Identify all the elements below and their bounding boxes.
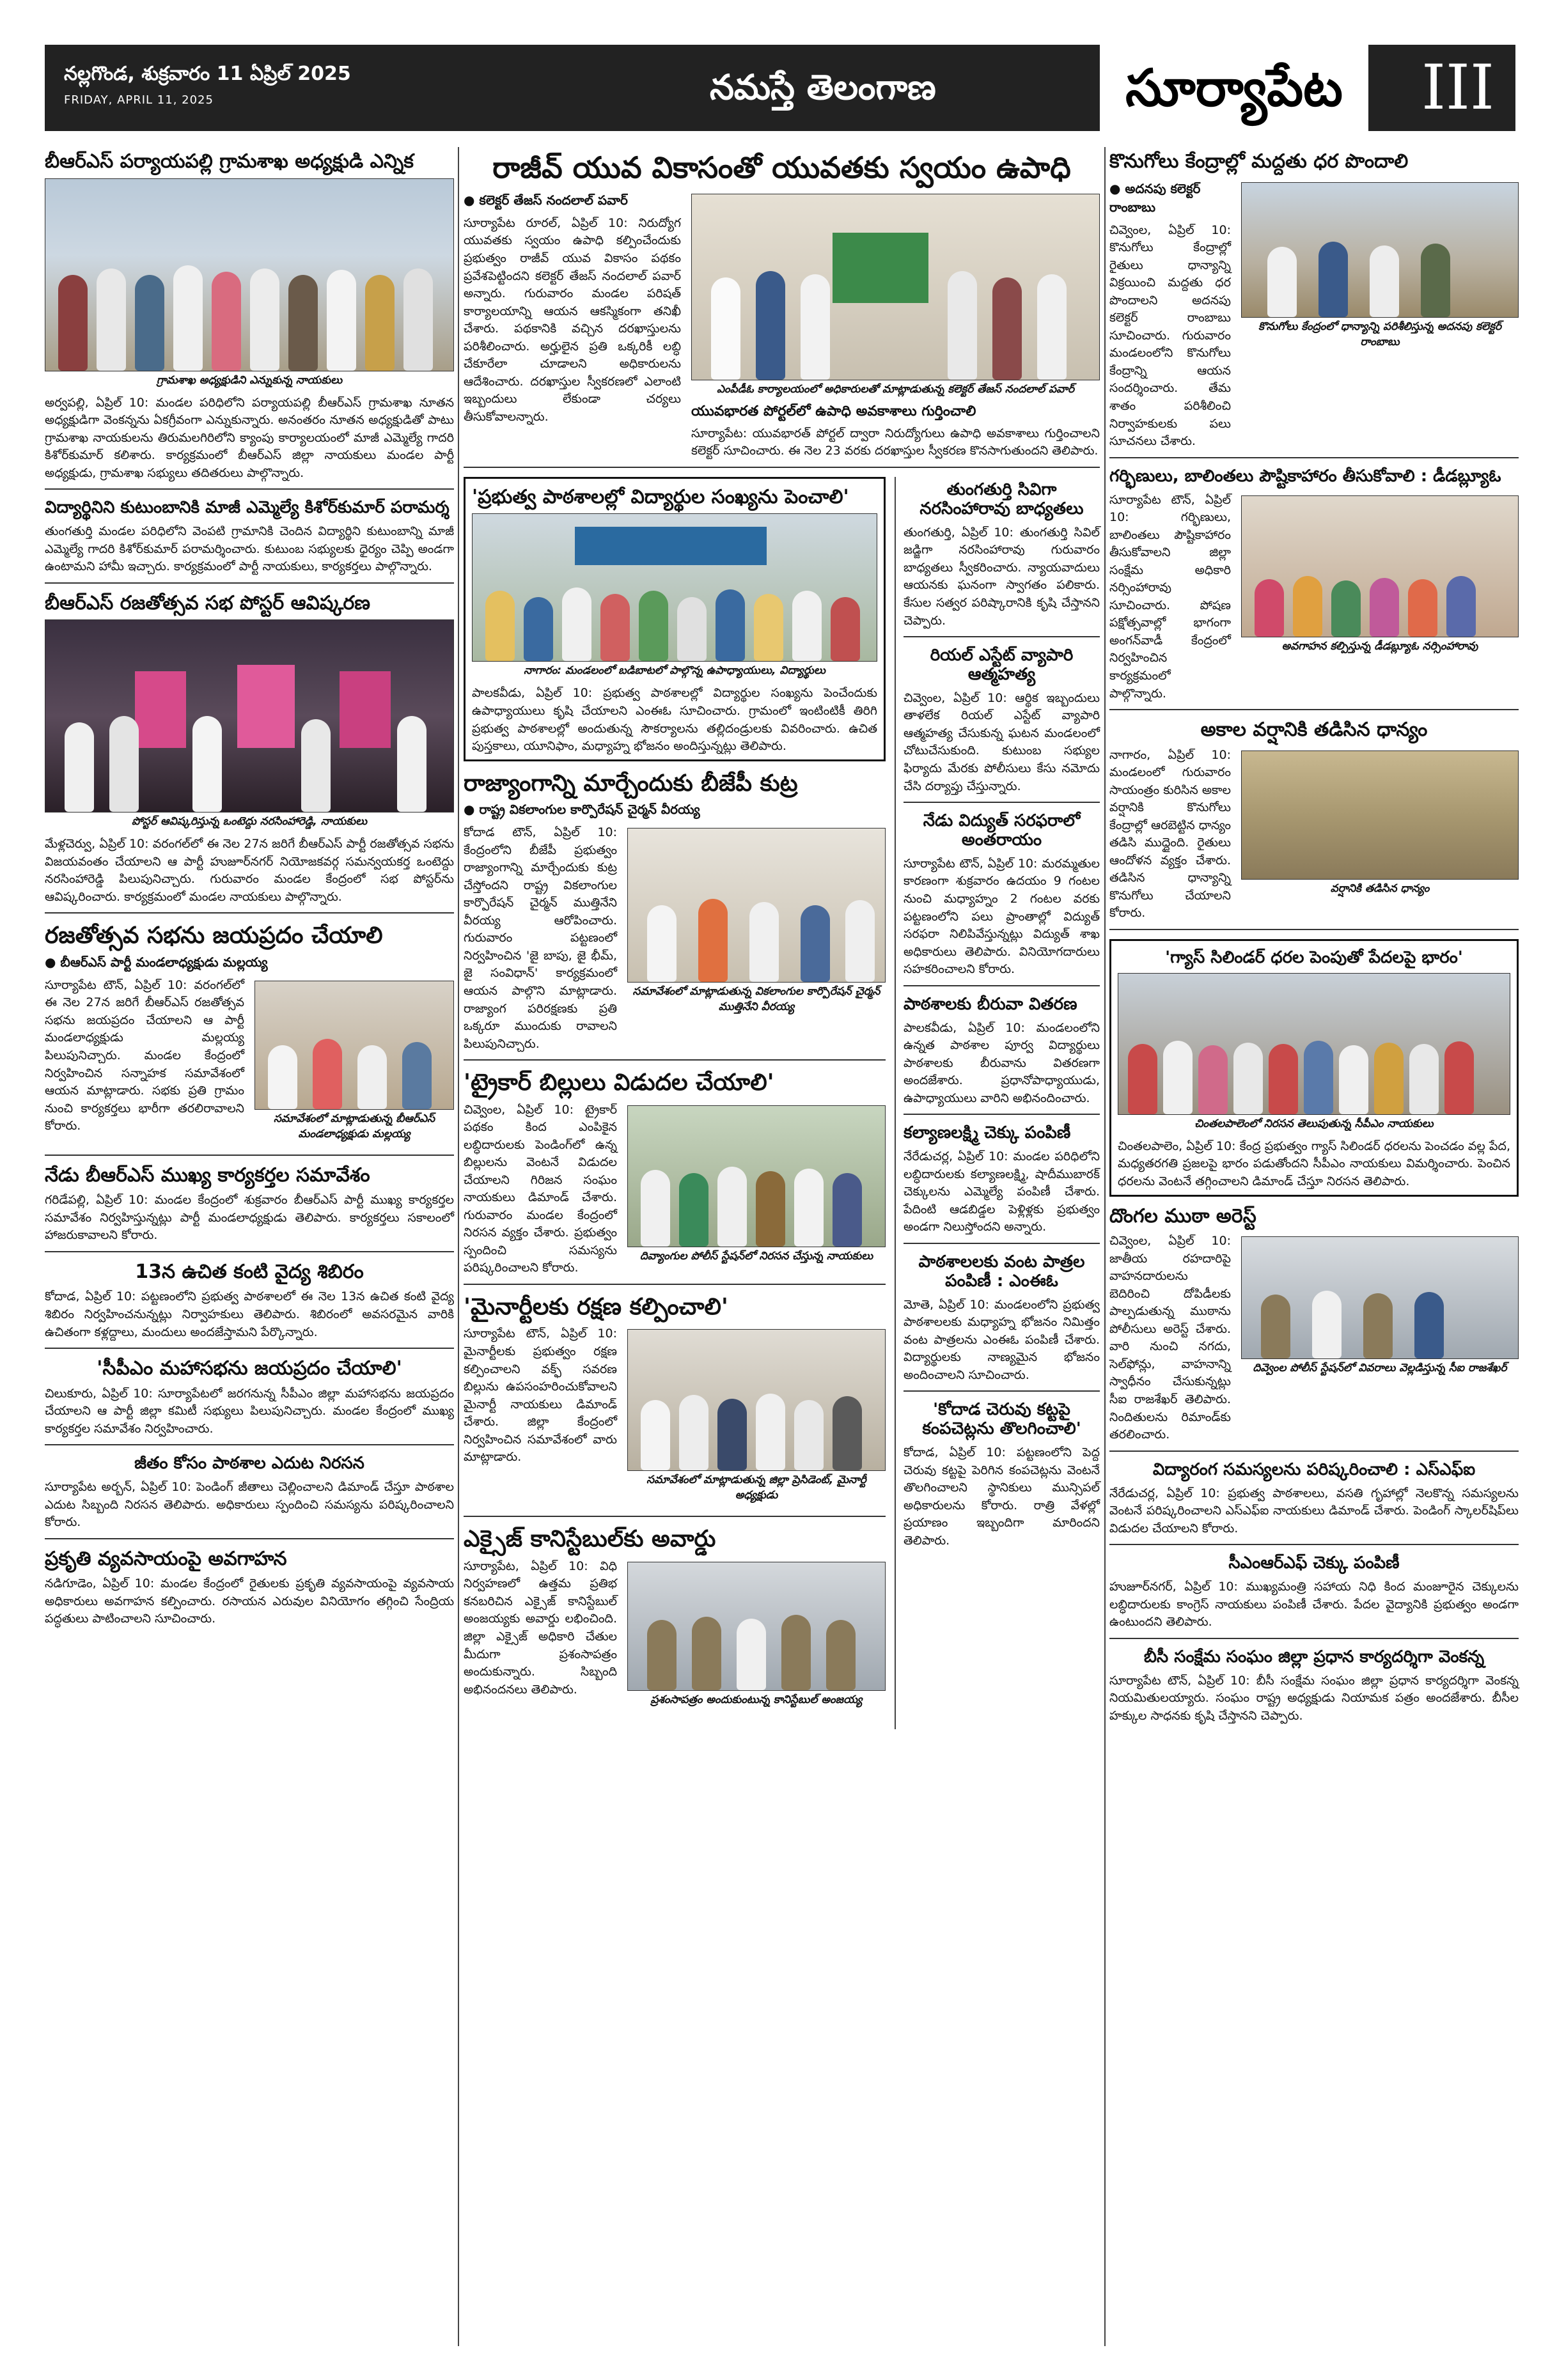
- article-body: హుజూర్‌నగర్, ఏప్రిల్ 10: ముఖ్యమంత్రి సహాయ నిధి కింద మంజూరైన చెక్కులను లబ్ధిదారులకు కాంగ్రెస్ నాయకులు పంపిణీ చేశారు. పేదల వైద్యానికి ప్రభుత్వం అండగా ఉంటుందని తెలిపారు.: [1109, 1580, 1519, 1629]
- headline: 'మైనార్టీలకు రక్షణ కల్పించాలి': [464, 1294, 728, 1321]
- masthead: [45, 45, 1515, 131]
- article-body: సూర్యాపేట టౌన్, ఏప్రిల్ 10: మైనార్టీలకు ప్రభుత్వం రక్షణ కల్పించాలని వక్ఫ్ సవరణ బిల్లును ఉపసంహరించుకోవాలని మైనార్టీ నాయకులు డిమాండ్ చేశారు. జిల్లా కేంద్రంలో నిర్వహించిన సమావేశంలో వారు మాట్లాడారు.: [464, 1326, 617, 1465]
- article-body: కోదాడ, ఏప్రిల్ 10: పట్టణంలోని పెద్ద చెరువు కట్టపై పెరిగిన కంపచెట్లను వెంటనే తొలగించాలని స్థానికులు మున్సిపల్ అధికారులను కోరారు. రాత్రి వేళల్లో ప్రయాణం ఇబ్బందిగా మారిందని తెలిపారు.: [904, 1445, 1100, 1548]
- story-power-cut: [904, 812, 1100, 986]
- column-center: [464, 147, 1100, 1729]
- photo-figures: [628, 1169, 885, 1247]
- article-body: మేళ్లచెర్వు, ఏప్రిల్ 10: వరంగల్‌లో ఈ నెల 27న జరిగే బీఆర్‌ఎస్ పార్టీ రజతోత్సవ సభను విజయవంతం చేయాలని ఆ పార్టీ హుజూర్‌నగర్ నియోజకవర్గ సమన్వయకర్త ఒంటెద్దు నరసింహారెడ్డి పిలుపునిచ్చారు. గురువారం మండల కేంద్రంలో సభ పోస్టర్‌ను ఆవిష్కరించారు. కార్యక్రమంలో మండల నాయకులు పాల్గొన్నారు.: [45, 837, 454, 904]
- news-photo: [1118, 973, 1510, 1115]
- photo-caption: అవగాహన కల్పిస్తున్న డీడబ్ల్యూఓ నర్సింహారావు: [1281, 639, 1478, 653]
- article-body: సూర్యాపేట అర్బన్, ఏప్రిల్ 10: పెండింగ్ జీతాలు చెల్లించాలని డిమాండ్ చేస్తూ పాఠశాల ఎదుట సిబ్బంది నిరసన తెలిపారు. అధికారులు స్పందించి సమస్యను పరిష్కరించాలని కోరారు.: [45, 1480, 454, 1530]
- news-photo: [691, 194, 1100, 380]
- news-photo: [627, 1329, 886, 1471]
- photo-figures: [1242, 1292, 1518, 1359]
- headline: బీఆర్‌ఎస్ పర్యాయపల్లి గ్రామశాఖ అధ్యక్షుడి ఎన్నిక: [45, 150, 414, 173]
- story-bc-sangham: [1109, 1648, 1519, 1732]
- article-body: సూర్యాపేట టౌన్, ఏప్రిల్ 10: బీసీ సంక్షేమ సంఘం జిల్లా ప్రధాన కార్యదర్శిగా వెంకన్న నియమితులయ్యారు. సంఘం రాష్ట్ర అధ్యక్షుడు నియామక పత్రం అందజేశారు. బీసీల హక్కుల సాధనకు కృషి చేస్తానని చెప్పారు.: [1109, 1673, 1519, 1723]
- photo-figures: [1118, 1037, 1510, 1114]
- column-right: [1109, 147, 1519, 1740]
- article-body: సూర్యాపేట, ఏప్రిల్ 10: విధి నిర్వహణలో ఉత్తమ ప్రతిభ కనబరిచిన ఎక్సైజ్ కానిస్టేబుల్ అంజయ్యకు అవార్డు లభించింది. జిల్లా ఎక్సైజ్ అధికారి చేతుల మీదుగా ప్రశంసాపత్రం అందుకున్నారు. సిబ్బంది అభినందనలు తెలిపారు.: [464, 1559, 617, 1697]
- photo-figures: [45, 265, 453, 371]
- headline: 'సీపీఎం మహాసభను జయప్రదం చేయాలి': [97, 1357, 402, 1380]
- photo-figures: [628, 898, 885, 982]
- headline: పాఠశాలలకు వంట పాత్రల పంపిణీ : ఎంఈఓ: [918, 1252, 1085, 1291]
- column-left: [45, 147, 454, 1644]
- article-body: సూర్యాపేట: యువభారత్ పోర్టల్ ద్వారా నిరుద్యోగులు ఉపాధి అవకాశాలు గుర్తించాలని కలెక్టర్ సూచించారు. ఈ నెల 23 వరకు దరఖాస్తుల స్వీకరణ కొనసాగుతుందని తెలిపారు.: [691, 426, 1100, 458]
- story-civil-judge: [904, 481, 1100, 637]
- story-cpm-sabha: [45, 1358, 454, 1445]
- news-photo: [45, 619, 454, 813]
- news-photo: [1241, 182, 1519, 318]
- byline: ● కలెక్టర్ తేజస్ నందలాల్ పవార్: [464, 192, 628, 208]
- headline: ప్రకృతి వ్యవసాయంపై అవగాహన: [45, 1547, 287, 1570]
- article-body: తుంగతుర్తి మండల పరిధిలోని వెంపటి గ్రామానికి చెందిన విద్యార్థిని కుటుంబాన్ని మాజీ ఎమ్మెల్యే గాదరి కిశోర్‌కుమార్ పరామర్శించారు. కుటుంబ సభ్యులకు ధైర్యం చెప్పి అండగా ఉంటామని హామీ ఇచ్చారు. కార్యక్రమంలో పార్టీ నాయకులు, కార్యకర్తలు పాల్గొన్నారు.: [45, 524, 454, 574]
- news-photo: [254, 981, 454, 1110]
- article-body: చివ్వెంల, ఏప్రిల్ 10: కొనుగోలు కేంద్రాల్లో రైతులు ధాన్యాన్ని విక్రయించి మద్దతు ధర పొందాలని అదనపు కలెక్టర్ రాంబాబు సూచించారు. గురువారం మండలంలోని కొనుగోలు కేంద్రాన్ని ఆయన సందర్శించారు. తేమ శాతం పరిశీలించి నిర్వాహకులకు పలు సూచనలు చేశారు.: [1109, 222, 1231, 449]
- headline: నేడు విద్యుత్ సరఫరాలో అంతరాయం: [923, 811, 1081, 850]
- story-real-estate: [904, 646, 1100, 803]
- photo-figures: [628, 1620, 885, 1690]
- news-photo: [1241, 751, 1519, 880]
- dateline: నల్లగొండ, శుక్రవారం 11 ఏప్రిల్ 2025: [64, 63, 351, 85]
- news-photo: [1241, 495, 1519, 637]
- article-body: చిలుకూరు, ఏప్రిల్ 10: సూర్యాపేటలో జరగనున్న సీపీఎం జిల్లా మహాసభను జయప్రదం చేయాలని ఆ పార్టీ జిల్లా కమిటీ సభ్యులు పిలుపునిచ్చారు. మండల కేంద్రంలో ముఖ్య కార్యకర్తల సమావేశం నిర్వహించారు.: [45, 1386, 454, 1436]
- headline: సీఎంఆర్‌ఎఫ్ చెక్కు పంపిణీ: [1228, 1553, 1400, 1573]
- photo-caption: నాగారం: మండలంలో బడిబాటలో పాల్గొన్న ఉపాధ్యాయులు, విద్యార్థులు: [524, 664, 825, 678]
- headline: అకాల వర్షానికి తడిసిన ధాన్యం: [1200, 719, 1428, 742]
- story-meeting: [45, 1165, 454, 1252]
- article-body: అర్వపల్లి, ఏప్రిల్ 10: మండల పరిధిలోని పర్యాయపల్లి బీఆర్‌ఎస్ గ్రామశాఖ నూతన అధ్యక్షుడిగా వెంకన్నను ఏకగ్రీవంగా ఎన్నుకున్నారు. అనంతరం నూతన అధ్యక్షుడితో పాటు గ్రామశాఖ నాయకులను తిరుమలగిరిలోని క్యాంపు కార్యాలయంలో మాజీ ఎమ్మెల్యే గాదరి కిశోర్‌కుమార్ కలిశారు. కార్యక్రమంలో బీఆర్‌ఎస్ జిల్లా నాయకులు మండల పార్టీ అధ్యక్షుడు, గ్రామశాఖ సభ్యులు తదితరులు పాల్గొన్నారు.: [45, 395, 454, 480]
- story-school-enrollment: [464, 477, 886, 761]
- headline: దొంగల ముఠా అరెస్ట్: [1109, 1204, 1256, 1227]
- article-body: చివ్వెంల, ఏప్రిల్ 10: ఆర్థిక ఇబ్బందులు తాళలేక రియల్ ఎస్టేట్ వ్యాపారి ఆత్మహత్య చేసుకున్న ఘటన మండలంలో చోటుచేసుకుంది. కుటుంబ సభ్యుల ఫిర్యాదు మేరకు పోలీసులు కేసు నమోదు చేసి దర్యాప్తు చేస్తున్నారు.: [904, 690, 1100, 793]
- column-rule: [458, 147, 459, 2346]
- photo-figures: [1242, 243, 1518, 317]
- article-body: తుంగతుర్తి, ఏప్రిల్ 10: తుంగతుర్తి సివిల్ జడ్జిగా నరసింహారావు గురువారం బాధ్యతలు స్వీకరించారు. న్యాయవాదులు ఆయనకు ఘనంగా స్వాగతం పలికారు. కేసుల సత్వర పరిష్కారానికి కృషి చేస్తానని చెప్పారు.: [904, 525, 1100, 628]
- news-photo: [627, 828, 886, 983]
- headline: తుంగతుర్తి సివిగా నరసింహారావు బాధ్యతలు: [919, 479, 1084, 518]
- news-photo: [45, 178, 454, 371]
- story-constitution: [464, 770, 886, 1061]
- headline: బీఆర్‌ఎస్ రజతోత్సవ సభ పోస్టర్ ఆవిష్కరణ: [45, 591, 371, 614]
- story-natural-farming: [45, 1548, 454, 1635]
- headline: గర్భిణులు, బాలింతలు పౌష్టికాహారం తీసుకోవాలి : డీడబ్ల్యూఓ: [1109, 466, 1501, 486]
- article-body: సూర్యాపేట టౌన్, ఏప్రిల్ 10: మరమ్మతుల కారణంగా శుక్రవారం ఉదయం 9 గంటల నుంచి మధ్యాహ్నం 2 గంటల వరకు పట్టణంలోని పలు ప్రాంతాల్లో విద్యుత్ సరఫరా నిలిపివేస్తున్నట్లు విద్యుత్ శాఖ అధికారులు తెలిపారు. వినియోగదారులు సహకరించాలని కోరారు.: [904, 856, 1100, 977]
- headline: 'ట్రైకార్ బిల్లులు విడుదల చేయాలి': [464, 1069, 774, 1096]
- photo-caption: కొనుగోలు కేంద్రంలో ధాన్యాన్ని పరిశీలిస్తున్న అదనపు కలెక్టర్ రాంబాబు: [1258, 320, 1502, 348]
- column-rule: [1104, 147, 1106, 2346]
- headline: రియల్ ఎస్టేట్ వ్యాపారి ఆత్మహత్య: [930, 646, 1074, 684]
- photo-caption: సమావేశంలో మాట్లాడుతున్న వికలాంగుల కార్పొరేషన్ చైర్మన్ ముత్తినేని వీరయ్య: [632, 985, 880, 1014]
- photo-caption: పోస్టర్ ఆవిష్కరిస్తున్న ఒంటెద్దు నరసింహారెడ్డి, నాయకులు: [131, 815, 368, 828]
- article-body: సూర్యాపేట టౌన్, ఏప్రిల్ 10: వరంగల్‌లో ఈ నెల 27న జరిగే బీఆర్‌ఎస్ రజతోత్సవ సభను జయప్రదం చేయాలని ఆ పార్టీ మండలాధ్యక్షుడు మల్లయ్య పిలుపునిచ్చారు. మండల కేంద్రంలో నిర్వహించిన సన్నాహక సమావేశంలో ఆయన మాట్లాడారు. సభకు ప్రతి గ్రామం నుంచి కార్యకర్తలు భారీగా తరలిరావాలని కోరారు.: [45, 977, 244, 1133]
- photo-figures: [255, 1039, 453, 1109]
- article-body: సూర్యాపేట టౌన్, ఏప్రిల్ 10: గర్భిణులు, బాలింతలు పౌష్టికాహారం తీసుకోవాలని జిల్లా సంక్షేమ అధికారి నర్సింహారావు సూచించారు. పోషణ పక్షోత్సవాల్లో భాగంగా అంగన్‌వాడీ కేంద్రంలో నిర్వహించిన కార్యక్రమంలో పాల్గొన్నారు.: [1109, 492, 1231, 701]
- news-photo: [627, 1562, 886, 1691]
- story-msp: [1109, 151, 1519, 458]
- photo-figures: [473, 580, 877, 662]
- story-kalyanalakshmi: [904, 1124, 1100, 1244]
- story-unseasonal-rain: [1109, 719, 1519, 930]
- story-eye-camp: [45, 1261, 454, 1349]
- story-gang-arrest: [1109, 1206, 1519, 1452]
- article-body: నేరేడుచర్ల, ఏప్రిల్ 10: ప్రభుత్వ పాఠశాలలు, వసతి గృహాల్లో నెలకొన్న సమస్యలను వెంటనే పరిష్కరించాలని ఎస్‌ఎఫ్‌ఐ నాయకులు డిమాండ్ చేశారు. పెండింగ్ స్కాలర్‌షిప్‌లు విడుదల చేయాలని కోరారు.: [1109, 1486, 1519, 1536]
- article-body: చివ్వెంల, ఏప్రిల్ 10: జాతీయ రహదారిపై వాహనదారులను బెదిరించి దోపిడీలకు పాల్పడుతున్న ముఠాను పోలీసులు అరెస్ట్ చేశారు. వారి నుంచి నగదు, సెల్‌ఫోన్లు, వాహనాన్ని స్వాధీనం చేసుకున్నట్లు సీఐ రాజశేఖర్ తెలిపారు. నిందితులను రిమాండ్‌కు తరలించారు.: [1109, 1234, 1231, 1442]
- headline: 'గ్యాస్ సిలిండర్ ధరల పెంపుతో పేదలపై భారం': [1165, 948, 1463, 968]
- headline: రాజీవ్ యువ వికాసంతో యువతకు స్వయం ఉపాధి: [492, 150, 1071, 185]
- story-poster-release: [45, 593, 454, 914]
- dateline-block: [64, 63, 351, 107]
- photo-caption: దివ్యాంగుల పోలీస్ స్టేషన్‌లో నిరసన చేస్తున్న నాయకులు: [639, 1249, 873, 1263]
- story-tricar: [464, 1069, 886, 1285]
- article-body: చింతలపాలెం, ఏప్రిల్ 10: కేంద్ర ప్రభుత్వం గ్యాస్ సిలిండర్ ధరలను పెంచడం వల్ల పేద, మధ్యతరగతి ప్రజలపై భారం పడుతోందని సీపీఎం నాయకులు విమర్శించారు. పెంచిన ధరలను వెంటనే తగ్గించాలని డిమాండ్ చేస్తూ నిరసన తెలిపారు.: [1118, 1139, 1510, 1189]
- photo-figures: [45, 706, 453, 812]
- photo-caption: సమావేశంలో మాట్లాడుతున్న బీఆర్‌ఎస్ మండలాధ్యక్షుడు మల్లయ్య: [273, 1112, 435, 1140]
- story-rajatotsava: [45, 922, 454, 1155]
- paper-name: నమస్తే తెలంగాణ: [710, 67, 936, 107]
- story-sfi: [1109, 1461, 1519, 1546]
- story-nutrition: [1109, 467, 1519, 710]
- story-excise-award: [464, 1526, 886, 1720]
- headline: నేడు బీఆర్‌ఎస్ ముఖ్య కార్యకర్తల సమావేశం: [45, 1163, 370, 1186]
- photo-caption: సమావేశంలో మాట్లాడుతున్న జిల్లా ప్రెసిడెంట్, మైనార్టీ అధ్యక్షుడు: [646, 1474, 866, 1502]
- headline: రజతోత్సవ సభను జయప్రదం చేయాలి: [45, 922, 383, 949]
- page-number: III: [1421, 52, 1494, 123]
- headline: 'ప్రభుత్వ పాఠశాలల్లో విద్యార్థుల సంఖ్యను పెంచాలి': [472, 485, 849, 508]
- photo-caption: ఎంపీడీఓ కార్యాలయంలో అధికారులతో మాట్లాడుతున్న కలెక్టర్ తేజస్ నందలాల్ పవార్: [716, 382, 1075, 396]
- article-body: మోతె, ఏప్రిల్ 10: మండలంలోని ప్రభుత్వ పాఠశాలలకు మధ్యాహ్న భోజనం నిమిత్తం వంట పాత్రలను ఎంఈఓ పంపిణీ చేశారు. విద్యార్థులకు నాణ్యమైన భోజనం అందించాలని సూచించారు.: [904, 1297, 1100, 1382]
- photo-figures: [692, 277, 1099, 380]
- photo-figures: [1242, 559, 1518, 637]
- story-paramarsha: [45, 499, 454, 584]
- story-utensils: [904, 1253, 1100, 1392]
- article-body: సూర్యాపేట రూరల్, ఏప్రిల్ 10: నిరుద్యోగ యువతకు స్వయం ఉపాధి కల్పించేందుకు ప్రభుత్వం రాజీవ్ యువ వికాసం పథకం ప్రవేశపెట్టిందని కలెక్టర్ తేజస్ నందలాల్ పవార్ అన్నారు. గురువారం మండల పరిషత్ కార్యాలయాన్ని ఆయన ఆకస్మికంగా తనిఖీ చేశారు. పథకానికి వచ్చిన దరఖాస్తులను పరిశీలించారు. అర్హులైన ప్రతి ఒక్కరికీ లబ్ధి చేకూరేలా చూడాలని అధికారులను ఆదేశించారు. దరఖాస్తుల స్వీకరణలో ఎలాంటి ఇబ్బందులు లేకుండా చర్యలు తీసుకోవాలన్నారు.: [464, 215, 681, 424]
- photo-caption: వర్షానికి తడిసిన ధాన్యం: [1330, 882, 1430, 895]
- dateline-english: FRIDAY, APRIL 11, 2025: [64, 93, 214, 107]
- article-body: పాలకవీడు, ఏప్రిల్ 10: మండలంలోని ఉన్నత పాఠశాల పూర్వ విద్యార్థులు పాఠశాలకు బీరువాను వితరణగా అందజేశారు. ప్రధానోపాధ్యాయుడు, ఉపాధ్యాయులు వారిని అభినందించారు.: [904, 1020, 1100, 1105]
- story-minorities: [464, 1294, 886, 1517]
- article-body: నేరేడుచర్ల, ఏప్రిల్ 10: మండల పరిధిలోని లబ్ధిదారులకు కల్యాణలక్ష్మి, షాదీముబారక్ చెక్కులను ఎమ్మెల్యే పంపిణీ చేశారు. పేదింటి ఆడబిడ్డల పెళ్లిళ్లకు ప్రభుత్వం అండగా నిలుస్తోందని అన్నారు.: [904, 1149, 1100, 1234]
- article-body: పాలకవీడు, ఏప్రిల్ 10: ప్రభుత్వ పాఠశాలల్లో విద్యార్థుల సంఖ్యను పెంచేందుకు ఉపాధ్యాయులు కృషి చేయాలని ఎంఈఓ సూచించారు. గ్రామంలో ఇంటింటికీ తిరిగి ప్రభుత్వ పాఠశాలల్లో అందుతున్న సౌకర్యాలను తల్లిదండ్రులకు వివరించారు. ఉచిత పుస్తకాలు, యూనిఫాం, మధ్యాహ్న భోజనం అందిస్తున్నట్లు తెలిపారు.: [472, 686, 877, 754]
- article-body: గరిడేపల్లి, ఏప్రిల్ 10: మండల కేంద్రంలో శుక్రవారం బీఆర్‌ఎస్ పార్టీ ముఖ్య కార్యకర్తల సమావేశం నిర్వహిస్తున్నట్లు పార్టీ మండలాధ్యక్షుడు తెలిపారు. కార్యకర్తలు సకాలంలో హాజరుకావాలని కోరారు.: [45, 1193, 454, 1243]
- story-salary-protest: [45, 1454, 454, 1539]
- article-body: కోదాడ టౌన్, ఏప్రిల్ 10: కేంద్రంలోని బీజేపీ ప్రభుత్వం రాజ్యాంగాన్ని మార్చేందుకు కుట్ర చేస్తోందని రాష్ట్ర వికలాంగుల కార్పొరేషన్ చైర్మన్ ముత్తినేని వీరయ్య ఆరోపించారు. గురువారం పట్టణంలో నిర్వహించిన 'జై బాపు, జై భీమ్, జై సంవిధాన్' కార్యక్రమంలో ఆయన పాల్గొని మాట్లాడారు. రాజ్యాంగ పరిరక్షణకు ప్రతి ఒక్కరూ ముందుకు రావాలని పిలుపునిచ్చారు.: [464, 825, 617, 1051]
- byline: ● రాష్ట్ర వికలాంగుల కార్పొరేషన్ చైర్మన్ వీరయ్య: [464, 802, 700, 818]
- headline: పాఠశాలకు బీరువా వితరణ: [904, 994, 1077, 1014]
- news-photo: [472, 513, 877, 662]
- photo-figures: [628, 1393, 885, 1470]
- subheading: యువభారత పోర్టల్‌లో ఉపాధి అవకాశాలు గుర్తించాలి: [691, 403, 976, 419]
- photo-caption: దివ్వెంల పోలీస్ స్టేషన్‌లో వివరాలు వెల్లడిస్తున్న సీఐ రాజశేఖర్: [1253, 1362, 1507, 1375]
- headline: కొనుగోలు కేంద్రాల్లో మద్దతు ధర పొందాలి: [1109, 150, 1409, 173]
- article-body: చివ్వెంల, ఏప్రిల్ 10: ట్రైకార్ పథకం కింద ఎంపికైన లబ్ధిదారులకు పెండింగ్‌లో ఉన్న బిల్లులను వెంటనే విడుదల చేయాలని గిరిజన సంఘం నాయకులు డిమాండ్ చేశారు. గురువారం మండల కేంద్రంలో నిరసన వ్యక్తం చేశారు. ప్రభుత్వం స్పందించి సమస్యను పరిష్కరించాలని కోరారు.: [464, 1102, 617, 1275]
- headline: జీతం కోసం పాఠశాల ఎదుట నిరసన: [134, 1454, 364, 1474]
- headline: 13న ఉచిత కంటి వైద్య శిబిరం: [135, 1260, 364, 1283]
- story-kodad-tank: [904, 1401, 1100, 1556]
- photo-caption: చింతలపాలెంలో నిరసన తెలుపుతున్న సీపీఎం నాయకులు: [1194, 1117, 1434, 1130]
- news-photo: [1241, 1236, 1519, 1359]
- headline: ఎక్సైజ్ కానిస్టేబుల్‌కు అవార్డు: [464, 1526, 716, 1553]
- article-body: నాగారం, ఏప్రిల్ 10: మండలంలో గురువారం సాయంత్రం కురిసిన అకాల వర్షానికి కొనుగోలు కేంద్రాల్లో ఆరబెట్టిన ధాన్యం తడిసి ముద్దైంది. రైతులు ఆందోళన వ్యక్తం చేశారు. తడిసిన ధాన్యాన్ని కొనుగోలు చేయాలని కోరారు.: [1109, 747, 1231, 921]
- byline: ● అదనపు కలెక్టర్ రాంబాబు: [1109, 180, 1201, 215]
- byline: ● బీఆర్‌ఎస్ పార్టీ మండలాధ్యక్షుడు మల్లయ్య: [45, 954, 268, 970]
- news-photo: [627, 1105, 886, 1247]
- story-cmrf: [1109, 1554, 1519, 1639]
- story-almirah: [904, 995, 1100, 1116]
- headline: బీసీ సంక్షేమ సంఘం జిల్లా ప్రధాన కార్యదర్శిగా వెంకన్న: [1143, 1647, 1485, 1667]
- headline: విద్యార్థినిని కుటుంబానికి మాజీ ఎమ్మెల్యే కిశోర్‌కుమార్ పరామర్శ: [45, 498, 450, 518]
- headline: 'కోదాడ చెరువు కట్టపై కంపచెట్లను తొలగించాలి': [922, 1400, 1081, 1439]
- story-grama-shakha: [45, 151, 454, 490]
- article-body: నడిగూడెం, ఏప్రిల్ 10: మండల కేంద్రంలో రైతులకు ప్రకృతి వ్యవసాయంపై వ్యవసాయ అధికారులు అవగాహన కల్పించారు. రసాయన ఎరువుల వినియోగం తగ్గించి సేంద్రియ పద్ధతులు పాటించాలని సూచించారు.: [45, 1576, 454, 1626]
- headline: విద్యారంగ సమస్యలను పరిష్కరించాలి : ఎస్‌ఎఫ్‌ఐ: [1152, 1459, 1476, 1479]
- article-body: కోదాడ, ఏప్రిల్ 10: పట్టణంలోని ప్రభుత్వ పాఠశాలలో ఈ నెల 13న ఉచిత కంటి వైద్య శిబిరం నిర్వహించనున్నట్లు నిర్వాహకులు తెలిపారు. శిబిరంలో అవసరమైన వారికి ఉచితంగా కళ్లద్దాలు, మందులు అందజేస్తామని పేర్కొన్నారు.: [45, 1289, 454, 1339]
- story-lead-rajiv-yuva: [464, 151, 1100, 468]
- headline: రాజ్యాంగాన్ని మార్చేందుకు బీజేపీ కుట్ర: [464, 770, 798, 797]
- photo-caption: గ్రామశాఖ అధ్యక్షుడిని ఎన్నుకున్న నాయకులు: [156, 373, 343, 387]
- district-title: సూర్యాపేట: [1100, 45, 1368, 131]
- photo-caption: ప్రశంసాపత్రం అందుకుంటున్న కానిస్టేబుల్ అంజయ్య: [650, 1693, 863, 1706]
- story-gas-price: [1109, 939, 1519, 1197]
- headline: కల్యాణలక్ష్మి చెక్కు పంపిణీ: [904, 1123, 1071, 1143]
